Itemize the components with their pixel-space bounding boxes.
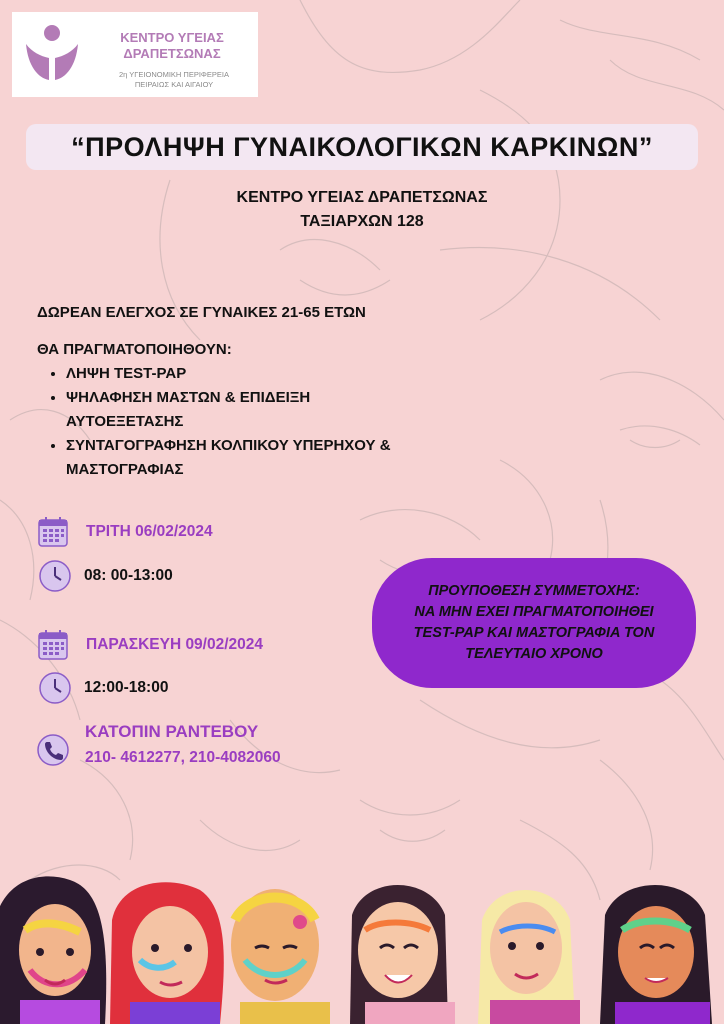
health-center-logo-icon — [22, 22, 82, 88]
condition-line: ΝΑ ΜΗΝ ΕΧΕΙ ΠΡΑΓΜΑΤΟΠΟΙΗΘΕΙ — [414, 604, 654, 620]
logo-sub-line1: 2η ΥΓΕΙΟΝΟΜΙΚΗ ΠΕΡΙΦΕΡΕΙΑ — [118, 70, 229, 79]
phone-numbers: 210- 4612277, 210-4082060 — [85, 749, 281, 766]
clock-icon — [38, 559, 72, 593]
service-text: ΨΗΛΑΦΗΣΗ ΜΑΣΤΩΝ & ΕΠΙΔΕΙΞΗ — [66, 389, 311, 406]
schedule-date: ΤΡΙΤΗ 06/02/2024 — [86, 523, 213, 540]
clock-icon — [38, 671, 72, 705]
schedule-time-row-1 — [38, 559, 173, 593]
appointment-label: ΚΑΤΟΠΙΝ ΡΑΝΤΕΒΟΥ — [85, 722, 259, 741]
service-text-continued: ΑΥΤΟΕΞΕΤΑΣΗΣ — [66, 413, 184, 430]
woman-illustration-1 — [0, 876, 106, 1024]
condition-line: TEST-PAP ΚΑΙ ΜΑΣΤΟΓΡΑΦΙΑ ΤΟΝ — [413, 625, 655, 641]
location — [150, 186, 574, 234]
schedule-time-row-2 — [38, 671, 168, 705]
logo-subtitle — [98, 70, 250, 90]
schedule-time: 12:00-18:00 — [84, 679, 169, 696]
woman-illustration-6 — [600, 885, 712, 1024]
condition-line: ΤΕΛΕΥΤΑΙΟ ΧΡΟΝΟ — [465, 646, 603, 662]
schedule-date-row-1 — [36, 515, 213, 549]
women-illustration — [0, 860, 724, 1024]
logo-sub-line2: ΠΕΙΡΑΙΩΣ ΚΑΙ ΑΙΓΑΙΟΥ — [134, 80, 214, 89]
list-item — [66, 362, 496, 386]
free-check-text: ΔΩΡΕΑΝ ΕΛΕΓΧΟΣ ΣΕ ΓΥΝΑΙΚΕΣ 21-65 ΕΤΩΝ — [37, 304, 366, 321]
woman-illustration-2 — [110, 882, 224, 1024]
appointment-block — [85, 721, 281, 769]
logo-name — [98, 30, 246, 62]
schedule-time: 08: 00-13:00 — [84, 567, 173, 584]
schedule-date: ΠΑΡΑΣΚΕΥΗ 09/02/2024 — [86, 636, 264, 653]
service-text: ΛΗΨΗ TEST-PAP — [66, 365, 187, 382]
service-text: ΣΥΝΤΑΓΟΓΡΑΦΗΣΗ ΚΟΛΠΙΚΟΥ ΥΠΕΡΗΧΟΥ & — [66, 437, 391, 454]
woman-illustration-5 — [478, 890, 580, 1024]
list-item — [66, 434, 496, 482]
woman-illustration-4 — [350, 885, 455, 1024]
woman-illustration-3 — [231, 889, 330, 1024]
page-title: “ΠΡΟΛΗΨΗ ΓΥΝΑΙΚΟΛΟΓΙΚΩΝ ΚΑΡΚΙΝΩΝ” — [26, 124, 698, 170]
calendar-icon — [36, 515, 70, 549]
logo-name-line2: ΔΡΑΠΕΤΣΩΝΑΣ — [123, 46, 221, 61]
list-item — [66, 386, 496, 434]
will-be-done-heading: ΘΑ ΠΡΑΓΜΑΤΟΠΟΙΗΘΟΥΝ: — [37, 341, 232, 358]
location-address: ΤΑΞΙΑΡΧΩΝ 128 — [300, 213, 424, 230]
condition-heading: ΠΡΟΥΠΟΘΕΣΗ ΣΥΜΜΕΤΟΧΗΣ: — [428, 583, 640, 599]
services-list — [50, 362, 496, 482]
logo-name-line1: ΚΕΝΤΡΟ ΥΓΕΙΑΣ — [120, 30, 224, 45]
schedule-date-row-2 — [36, 628, 263, 662]
service-text-continued: ΜΑΣΤΟΓΡΑΦΙΑΣ — [66, 461, 184, 478]
calendar-icon — [36, 628, 70, 662]
phone-icon — [36, 733, 70, 767]
location-name: ΚΕΝΤΡΟ ΥΓΕΙΑΣ ΔΡΑΠΕΤΣΩΝΑΣ — [236, 189, 488, 206]
logo-box — [12, 12, 258, 97]
participation-condition-badge — [372, 558, 696, 688]
